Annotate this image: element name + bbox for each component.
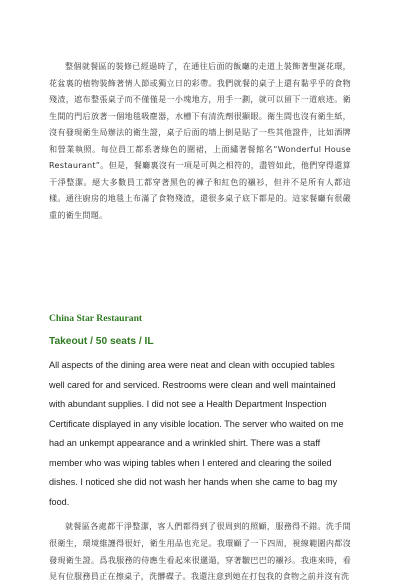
chinese-review-paragraph: 整個就餐區的裝修已經過時了，在通往后面的飯廳的走道上裝飾著聖誕花環，花盆裏的植物裝飾著情人節或獨立日的彩帶。我們就餐的桌子上還有黏乎乎的食物殘渣，遮布整張桌子而不僅僅是一小塊地方，用手一劃，就可以留下一道痕迹。衛生間的門后放著一個地毯吸塵器，水槽下有清洗劑很顯眼。衛生間也沒有衛生紙，沒有發現衛生局辦法的衛生證，桌子后面的墻上倒是貼了一些其他證件，比如酒牌和營業執照。每位員工都系著綠色的圍裙，上面繡著餐館名“Wonderful House Restaurant”。但是，餐廳裏沒有一項是可與之相符的，盡管如此，他們穿得還算干淨整潔。絕大多數員工都穿著黑色的褲子和紅色的襯衫，但并不是所有人都這樣。通往廚房的地毯上布滿了食物殘渣，還很多桌子底下都是的。這家餐廳有很嚴重的衛生問題。 bbox=[49, 61, 351, 220]
english-review-paragraph: All aspects of the dining area were neat and clean with occupied tables well cared for and serviced. Restrooms were clean and well maintained with abundant supplies. I did not see a Health Department Inspection Certificate displayed in any visible location. The server who waited on me had an unkempt appearance and a wrinkled shirt. There was a staff member who was wiping tables when I entered and clearing the soiled dishes. I noticed she did not wash her hands when she came to bag my food. bbox=[49, 360, 344, 507]
restaurant-details-subheading: Takeout / 50 seats / IL bbox=[49, 336, 154, 347]
restaurant-name-heading: China Star Restaurant bbox=[49, 313, 143, 324]
chinese-translation-paragraph: 就餐區各處都干淨整潔，客人們都得到了很周到的照顧，服務得不錯。洗手間很衛生，環境維護得很好，衛生用品也充足。我環顧了一下四周，視線範圍内都沒發現衛生證。爲我服務的侍應生看起來很邋遢，穿著皺巴巴的襯衫。我進來時，看見有位服務員正在擦桌子，洗髒碟子。我還注意到她在打包我的食物之前并沒有洗 bbox=[49, 521, 351, 582]
